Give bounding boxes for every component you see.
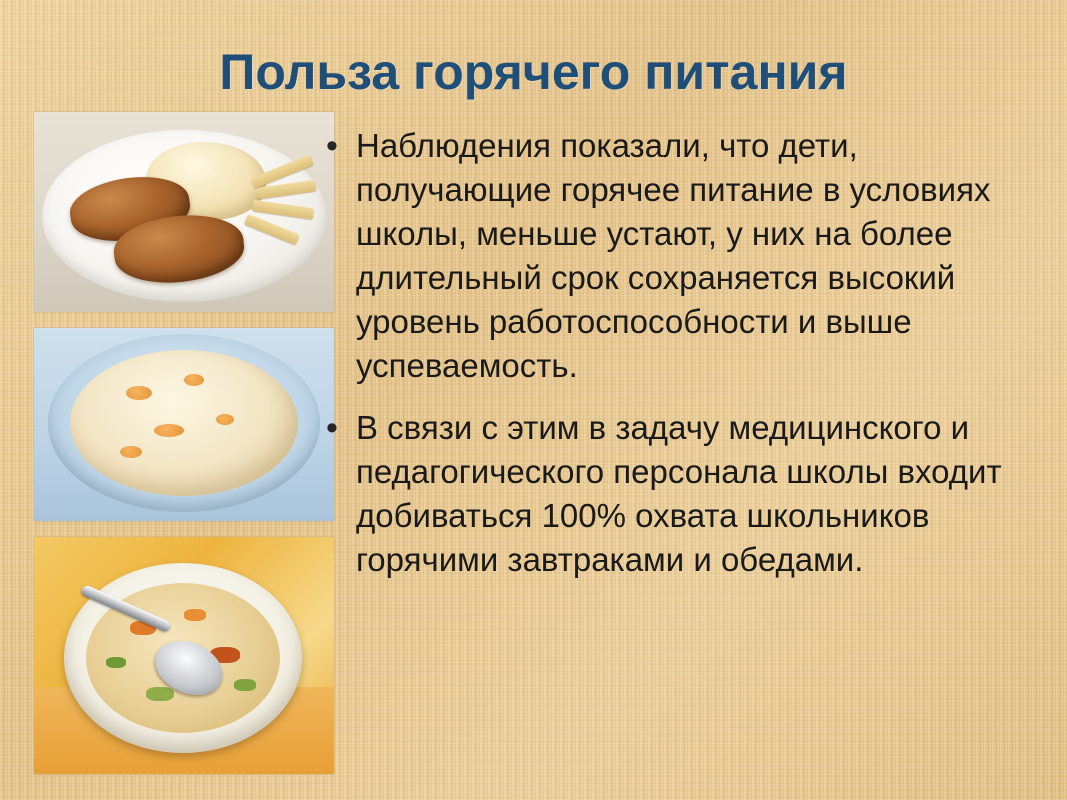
- bullet-text: Наблюдения показали, что дети, получающие горячее питание в условиях школы, меньше устают, у них на более длительный срок сохраняется высокий уровень работоспособности и выше успеваемость.: [356, 127, 991, 384]
- bullet-marker: •: [326, 409, 338, 447]
- list-item: [326, 124, 1042, 388]
- list-item: [326, 406, 1042, 582]
- porridge-shape: [70, 350, 298, 496]
- photo-porridge: [34, 328, 334, 521]
- photo-soup: [34, 537, 334, 774]
- carrot-piece: [126, 386, 152, 400]
- bullet-marker: •: [326, 127, 338, 165]
- carrot-piece: [184, 374, 204, 386]
- carrot-piece: [154, 424, 184, 437]
- photo-cutlets: [34, 112, 334, 312]
- page-title: Польза горячего питания: [219, 44, 848, 100]
- soup-ingredient: [184, 609, 206, 621]
- carrot-piece: [120, 446, 142, 458]
- body-text: [326, 124, 1042, 600]
- soup-ingredient: [146, 687, 174, 701]
- soup-ingredient: [106, 657, 126, 668]
- carrot-piece: [216, 414, 234, 425]
- soup-ingredient: [234, 679, 256, 691]
- bullet-text: В связи с этим в задачу медицинского и педагогического персонала школы входит добиваться 100% охвата школьников горячими завтраками и обедами.: [356, 409, 1002, 578]
